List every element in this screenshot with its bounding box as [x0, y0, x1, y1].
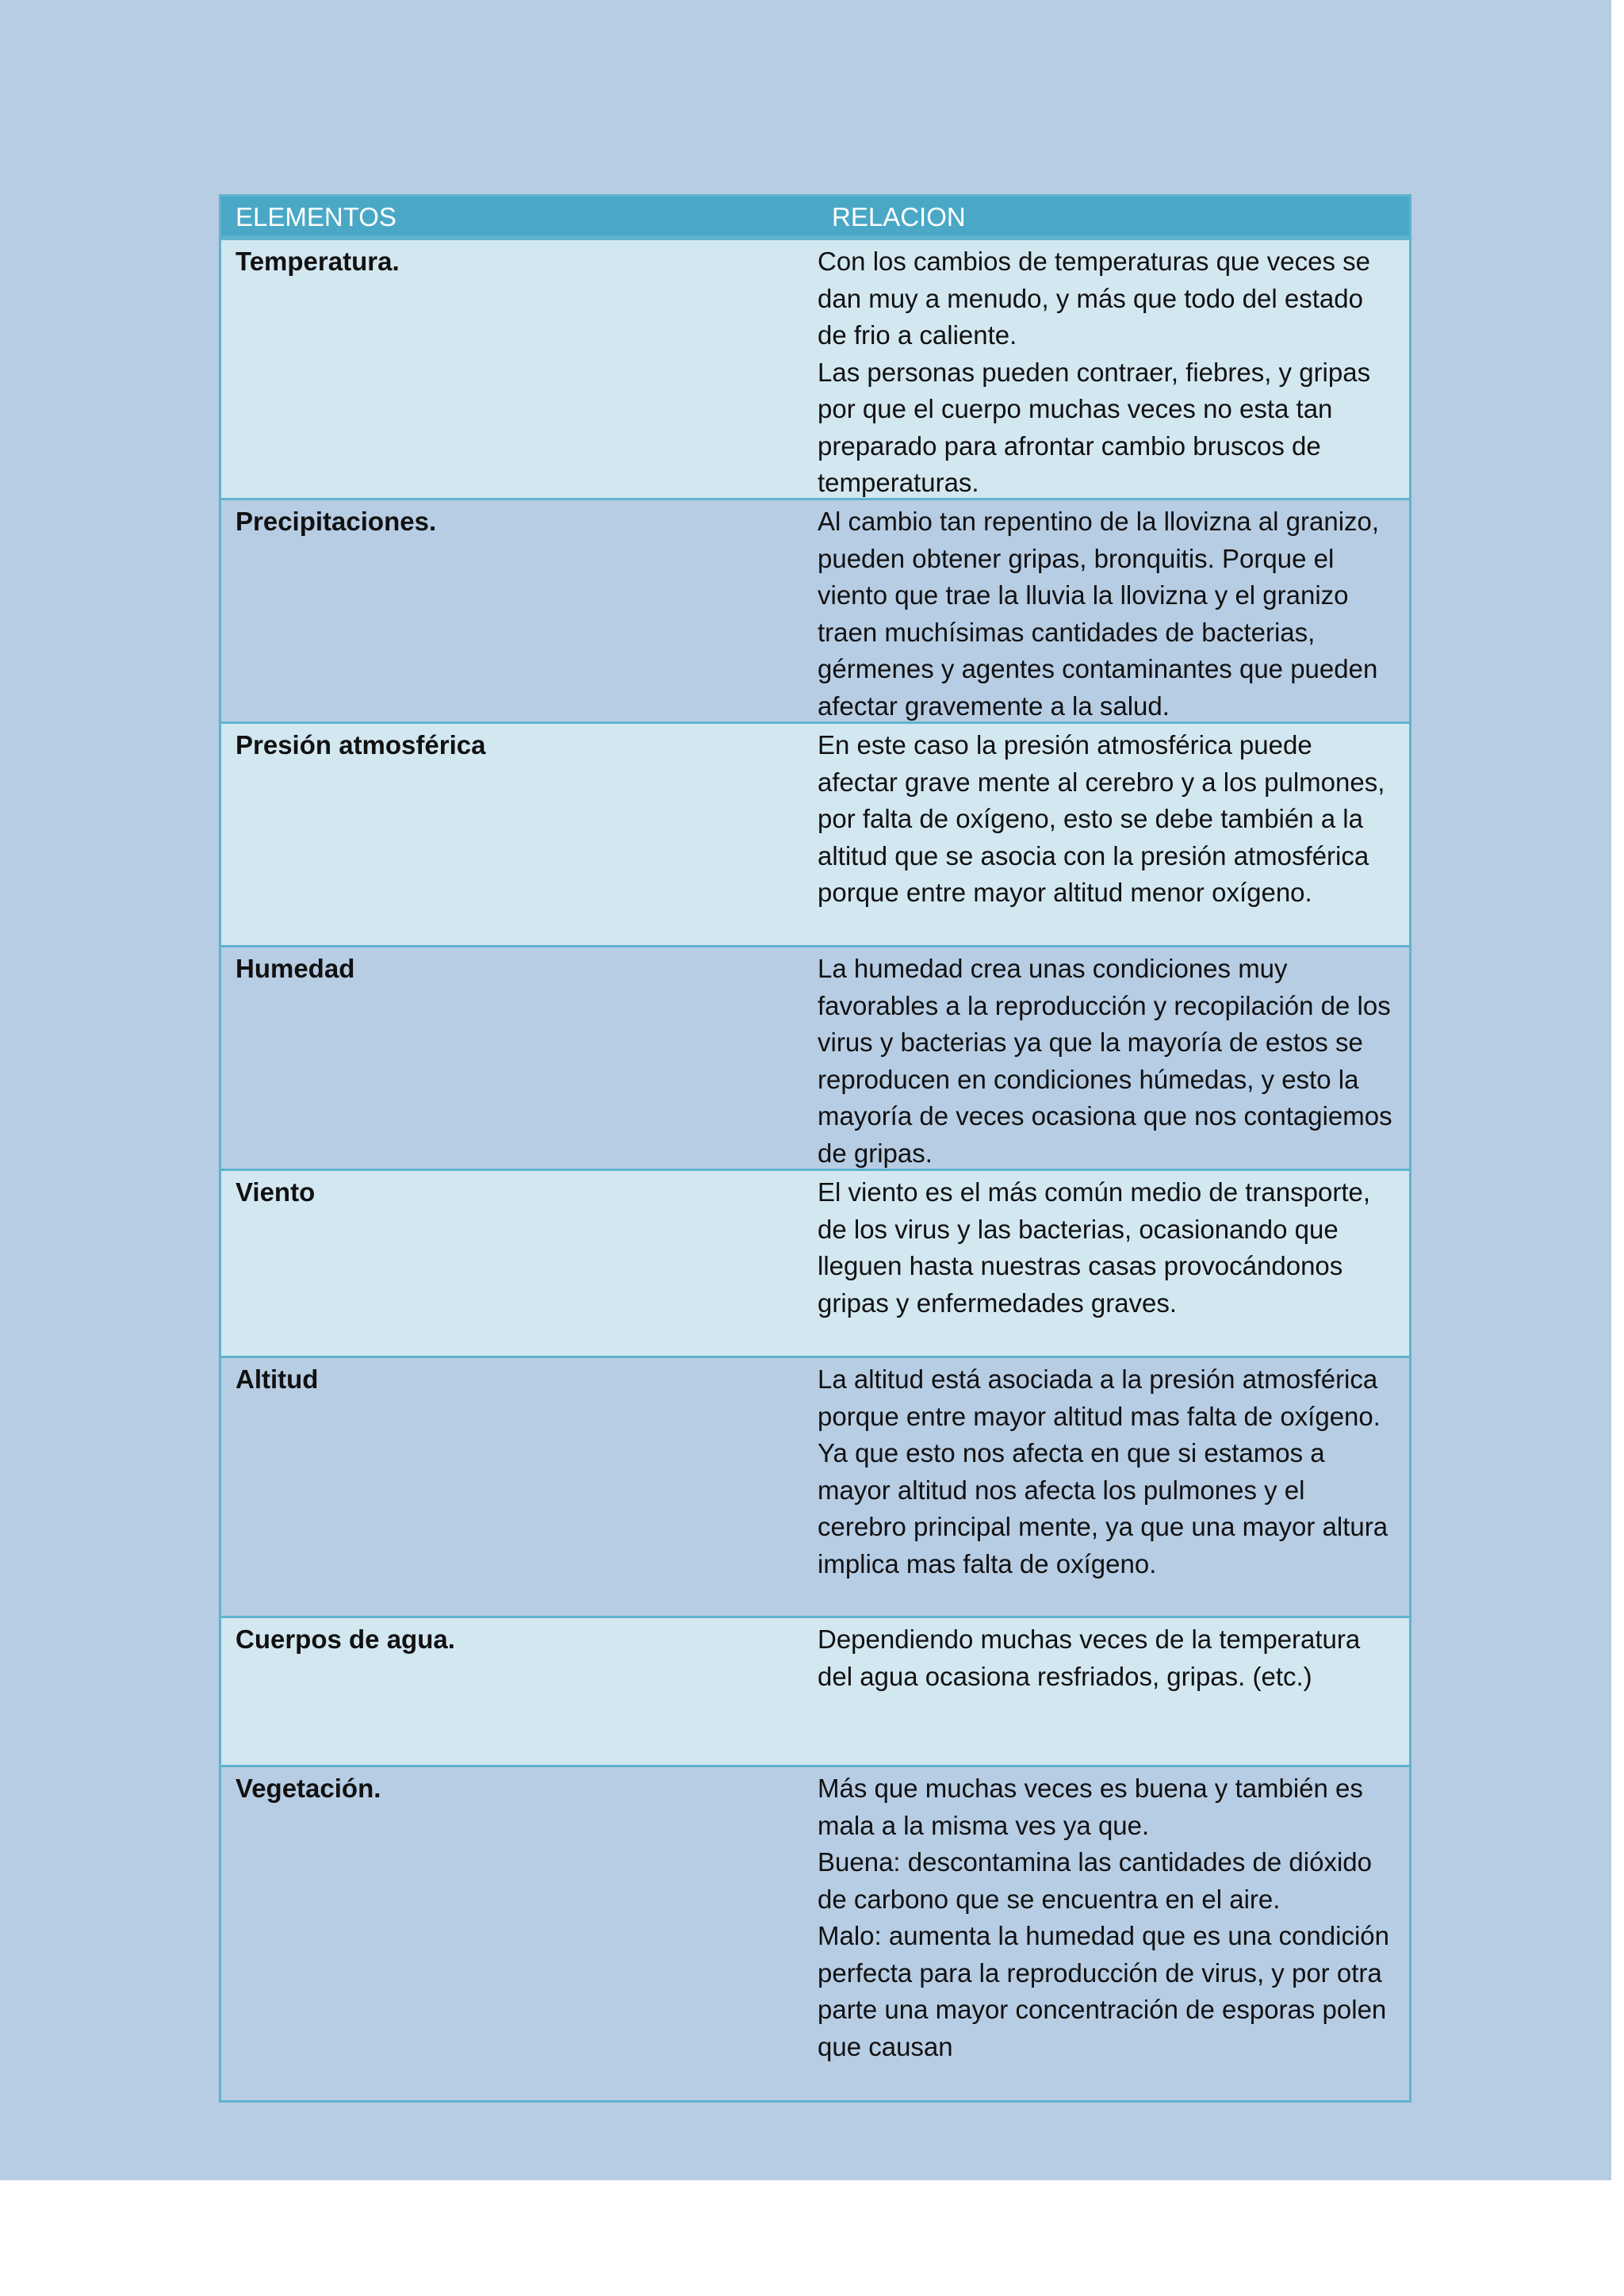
relation-paragraph: La altitud está asociada a la presión atmosférica porque entre mayor altitud mas falta de oxígeno.	[818, 1364, 1381, 1431]
table-row	[221, 1616, 1409, 1765]
table-row	[221, 498, 1409, 721]
header-relation: RELACION	[832, 202, 966, 232]
element-label: Presión atmosférica	[236, 730, 486, 760]
relation-paragraph: Más que muchas veces es buena y también es mala a la misma ves ya que.	[818, 1774, 1363, 1840]
relation-text	[818, 724, 1409, 945]
element-label: Humedad	[236, 954, 355, 983]
table-header-row	[221, 197, 1409, 238]
element-label: Temperatura.	[236, 247, 400, 276]
relation-paragraph: En este caso la presión atmosférica puede afectar grave mente al cerebro y a los pulmones, por falta de oxígeno, esto se debe también a la altitud que se asocia con la presión atmosférica porque entre mayor altitud menor oxígeno.	[818, 730, 1385, 907]
table-row	[221, 945, 1409, 1169]
element-label: Altitud	[236, 1364, 319, 1394]
table-row	[221, 1356, 1409, 1616]
relation-text	[818, 947, 1409, 1169]
element-label: Precipitaciones.	[236, 507, 437, 536]
relation-paragraph: Dependiendo muchas veces de la temperatura del agua ocasiona resfriados, gripas. (etc.)	[818, 1624, 1361, 1691]
relation-paragraph: El viento es el más común medio de transporte, de los virus y las bacterias, ocasionando que lleguen hasta nuestras casas provocándonos gripas y enfermedades graves.	[818, 1177, 1371, 1318]
relation-text	[818, 1358, 1409, 1616]
table-row	[221, 238, 1409, 498]
relation-paragraph: Buena: descontamina las cantidades de dióxido de carbono que se encuentra en el aire.	[818, 1847, 1372, 1914]
table-row	[221, 1169, 1409, 1356]
relation-paragraph: Las personas pueden contraer, fiebres, y gripas por que el cuerpo muchas veces no esta tan preparado para afrontar cambio bruscos de temperaturas.	[818, 357, 1371, 497]
relation-paragraph: Con los cambios de temperaturas que veces se dan muy a menudo, y más que todo del estado de frio a caliente.	[818, 247, 1371, 350]
relation-paragraph: Ya que esto nos afecta en que si estamos a mayor altitud nos afecta los pulmones y el cerebro principal mente, ya que una mayor altura implica mas falta de oxígeno.	[818, 1438, 1388, 1578]
elements-relation-table	[219, 194, 1411, 2103]
relation-text	[818, 500, 1409, 721]
relation-paragraph: Al cambio tan repentino de la llovizna al granizo, pueden obtener gripas, bronquitis. Porque el viento que trae la lluvia la llovizna y el granizo traen muchísimas cantidades de bacterias, gérmenes y agentes contaminantes que pueden afectar gravemente a la salud.	[818, 507, 1380, 721]
element-label: Viento	[236, 1177, 316, 1207]
relation-text	[818, 1618, 1409, 1765]
table-row	[221, 721, 1409, 945]
table-row	[221, 1765, 1409, 2100]
element-label: Vegetación.	[236, 1774, 381, 1803]
relation-text	[818, 1767, 1409, 2100]
header-elements: ELEMENTOS	[236, 202, 396, 232]
element-label: Cuerpos de agua.	[236, 1624, 455, 1654]
relation-paragraph: La humedad crea unas condiciones muy favorables a la reproducción y recopilación de los virus y bacterias ya que la mayoría de estos se reproducen en condiciones húmedas, y esto la mayoría de veces ocasiona que nos contagiemos de gripas.	[818, 954, 1392, 1168]
relation-text	[818, 240, 1409, 498]
relation-paragraph: Malo: aumenta la humedad que es una condición perfecta para la reproducción de virus, y por otra parte una mayor concentración de esporas polen que causan	[818, 1921, 1389, 2061]
relation-text	[818, 1171, 1409, 1356]
